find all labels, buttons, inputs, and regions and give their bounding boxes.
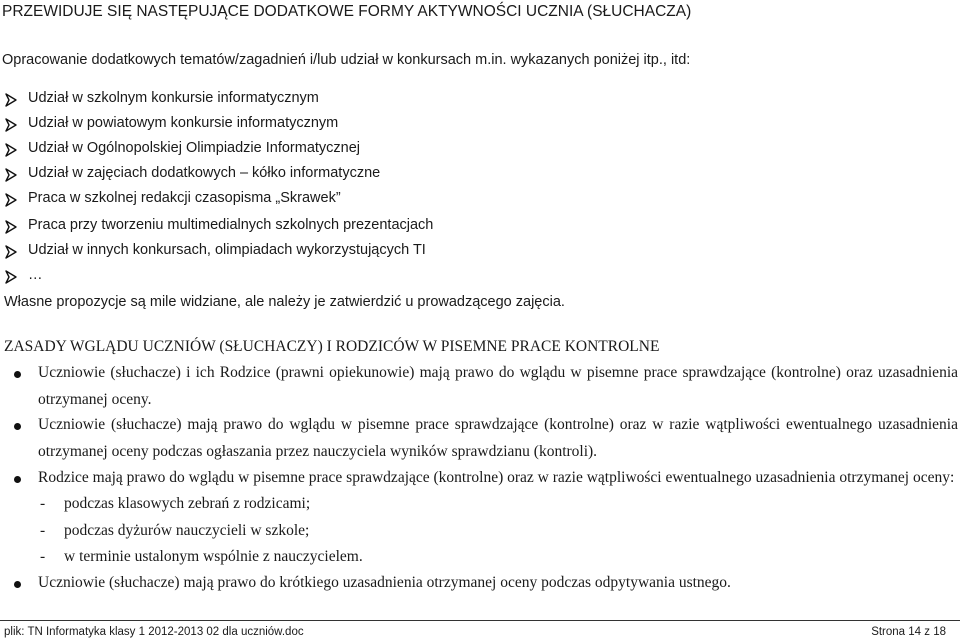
arrow-bullet-icon (4, 118, 18, 132)
list-item-text: Udział w Ogólnopolskiej Olimpiadzie Informatycznej (28, 140, 361, 156)
bullet-dot-icon (14, 476, 21, 483)
bullet-dot-icon (14, 371, 21, 378)
bullet-dot-icon (14, 423, 21, 430)
page-heading: PRZEWIDUJE SIĘ NASTĘPUJĄCE DODATKOWE FORMY AKTYWNOŚCI UCZNIA (SŁUCHACZA) (2, 3, 692, 20)
list-item-text: Udział w szkolnym konkursie informatycznym (28, 90, 319, 106)
list-item-text: Udział w zajęciach dodatkowych – kółko informatyczne (28, 165, 381, 181)
arrow-bullet-icon (4, 168, 18, 182)
list-item-text: … (28, 267, 43, 283)
dash-marker: - (40, 548, 46, 565)
subitem-text: w terminie ustalonym wspólnie z nauczycielem. (64, 548, 363, 565)
footer-divider (0, 620, 960, 621)
arrow-bullet-icon (4, 245, 18, 259)
section-title: ZASADY WGLĄDU UCZNIÓW (SŁUCHACZY) I RODZICÓW W PISEMNE PRACE KONTROLNE (4, 338, 660, 355)
footer-page-number: Strona 14 z 18 (871, 626, 946, 638)
proposals-note: Własne propozycje są mile widziane, ale należy je zatwierdzić u prowadzącego zajęcia. (4, 294, 565, 310)
dash-marker: - (40, 522, 46, 539)
subitem-text: podczas dyżurów nauczycieli w szkole; (64, 522, 310, 539)
bullet-dot-icon (14, 581, 21, 588)
arrow-bullet-icon (4, 220, 18, 234)
rule-2-line-2: otrzymanej oceny podczas ogłaszania przez nauczyciela wyników sprawdzianu (kontroli). (38, 443, 598, 460)
rule-1-line-1: Uczniowie (słuchacze) i ich Rodzice (prawni opiekunowie) mają prawo do wglądu w pisemne prace sprawdzające (kontrolne) oraz uzasadnienia (38, 364, 958, 381)
rule-2-line-1: Uczniowie (słuchacze) mają prawo do wglądu w pisemne prace sprawdzające (kontrolne) oraz w razie wątpliwości ewentualnego uzasadnienia (38, 416, 958, 433)
dash-marker: - (40, 495, 46, 512)
arrow-bullet-icon (4, 270, 18, 284)
rule-4-text: Uczniowie (słuchacze) mają prawo do krótkiego uzasadnienia otrzymanej oceny podczas odpytywania ustnego. (38, 574, 731, 591)
footer-file: plik: TN Informatyka klasy 1 2012-2013 02 dla uczniów.doc (4, 626, 304, 638)
intro-text: Opracowanie dodatkowych tematów/zagadnień i/lub udział w konkursach m.in. wykazanych poniżej itp., itd: (2, 52, 691, 68)
arrow-bullet-icon (4, 193, 18, 207)
rule-3-text: Rodzice mają prawo do wglądu w pisemne prace sprawdzające (kontrolne) oraz w razie wątpliwości ewentualnego uzasadnienia otrzymanej oceny: (38, 469, 955, 486)
list-item-text: Udział w powiatowym konkursie informatycznym (28, 115, 339, 131)
arrow-bullet-icon (4, 93, 18, 107)
list-item-text: Udział w innych konkursach, olimpiadach wykorzystujących TI (28, 242, 426, 258)
list-item-text: Praca przy tworzeniu multimedialnych szkolnych prezentacjach (28, 217, 434, 233)
subitem-text: podczas klasowych zebrań z rodzicami; (64, 495, 311, 512)
arrow-bullet-icon (4, 143, 18, 157)
list-item-text: Praca w szkolnej redakcji czasopisma „Skrawek” (28, 190, 341, 206)
rule-1-line-2: otrzymanej oceny. (38, 391, 152, 408)
